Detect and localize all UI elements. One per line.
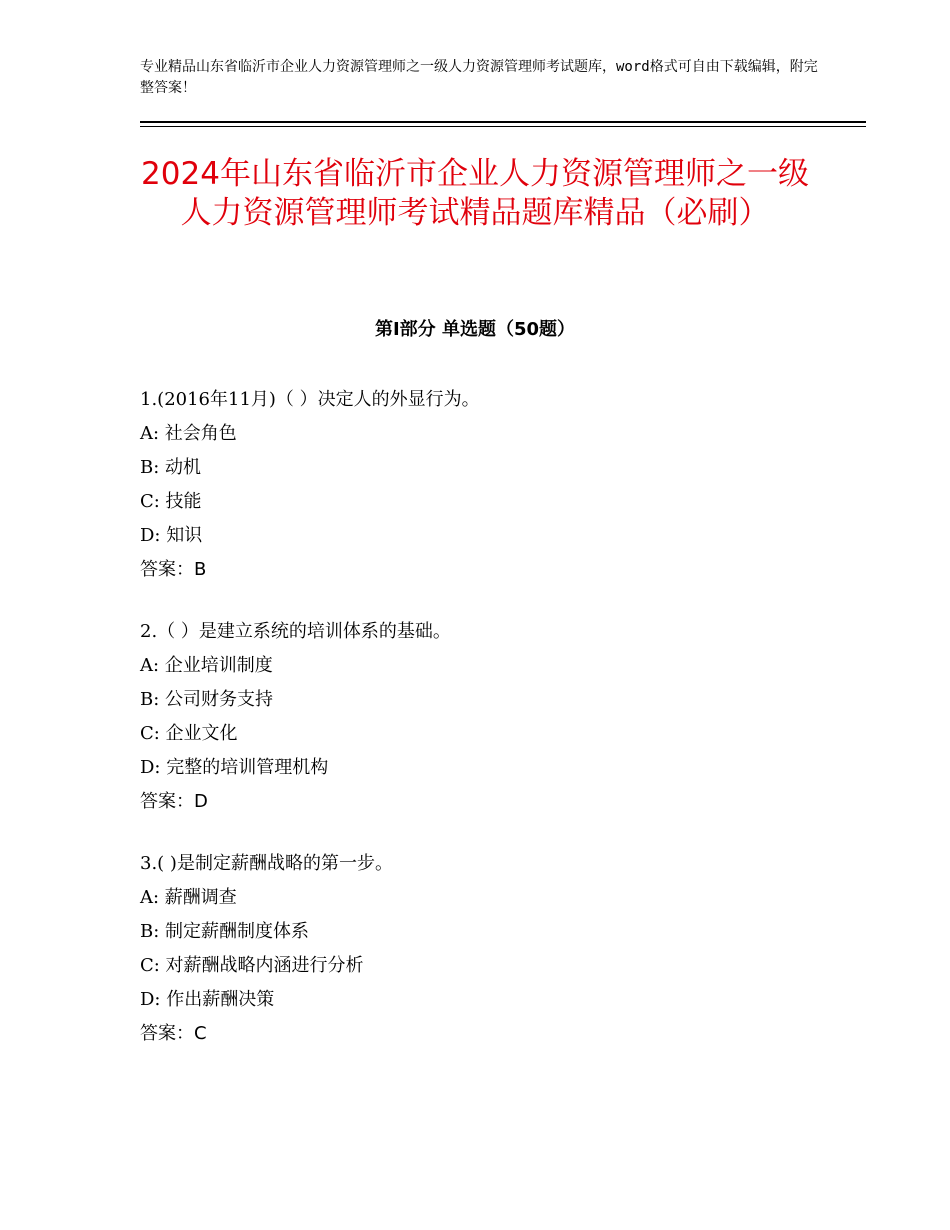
option-c: C: 企业文化 <box>140 723 238 744</box>
option-b: B: 动机 <box>140 457 202 478</box>
question-stem: 1.(2016年11月)（ ）决定人的外显行为。 <box>140 389 480 410</box>
question-2 <box>140 615 840 819</box>
option-d: D: 作出薪酬决策 <box>140 989 275 1010</box>
question-stem: 3.( )是制定薪酬战略的第一步。 <box>140 853 393 874</box>
section-title: 第Ⅰ部分 单选题（50题） <box>374 319 575 340</box>
header-divider-thick <box>140 121 866 123</box>
option-a: A: 薪酬调查 <box>140 887 237 908</box>
answer: 答案：B <box>140 559 207 580</box>
option-d: D: 知识 <box>140 525 203 546</box>
option-d: D: 完整的培训管理机构 <box>140 757 329 778</box>
header-note: 专业精品山东省临沂市企业人力资源管理师之一级人力资源管理师考试题库，word格式可自由下载编辑，附完整答案！ <box>140 59 818 96</box>
header-divider-thin <box>140 126 866 127</box>
document-title: 2024年山东省临沂市企业人力资源管理师之一级人力资源管理师考试精品题库精品（必刷） <box>141 156 809 231</box>
question-stem: 2.（ ）是建立系统的培训体系的基础。 <box>140 621 451 642</box>
question-3 <box>140 847 840 1051</box>
answer: 答案：C <box>140 1023 207 1044</box>
option-a: A: 企业培训制度 <box>140 655 273 676</box>
question-list <box>140 383 840 1079</box>
option-c: C: 对薪酬战略内涵进行分析 <box>140 955 364 976</box>
option-c: C: 技能 <box>140 491 202 512</box>
question-1 <box>140 383 840 587</box>
answer: 答案：D <box>140 791 208 812</box>
option-b: B: 公司财务支持 <box>140 689 274 710</box>
option-a: A: 社会角色 <box>140 423 237 444</box>
option-b: B: 制定薪酬制度体系 <box>140 921 310 942</box>
